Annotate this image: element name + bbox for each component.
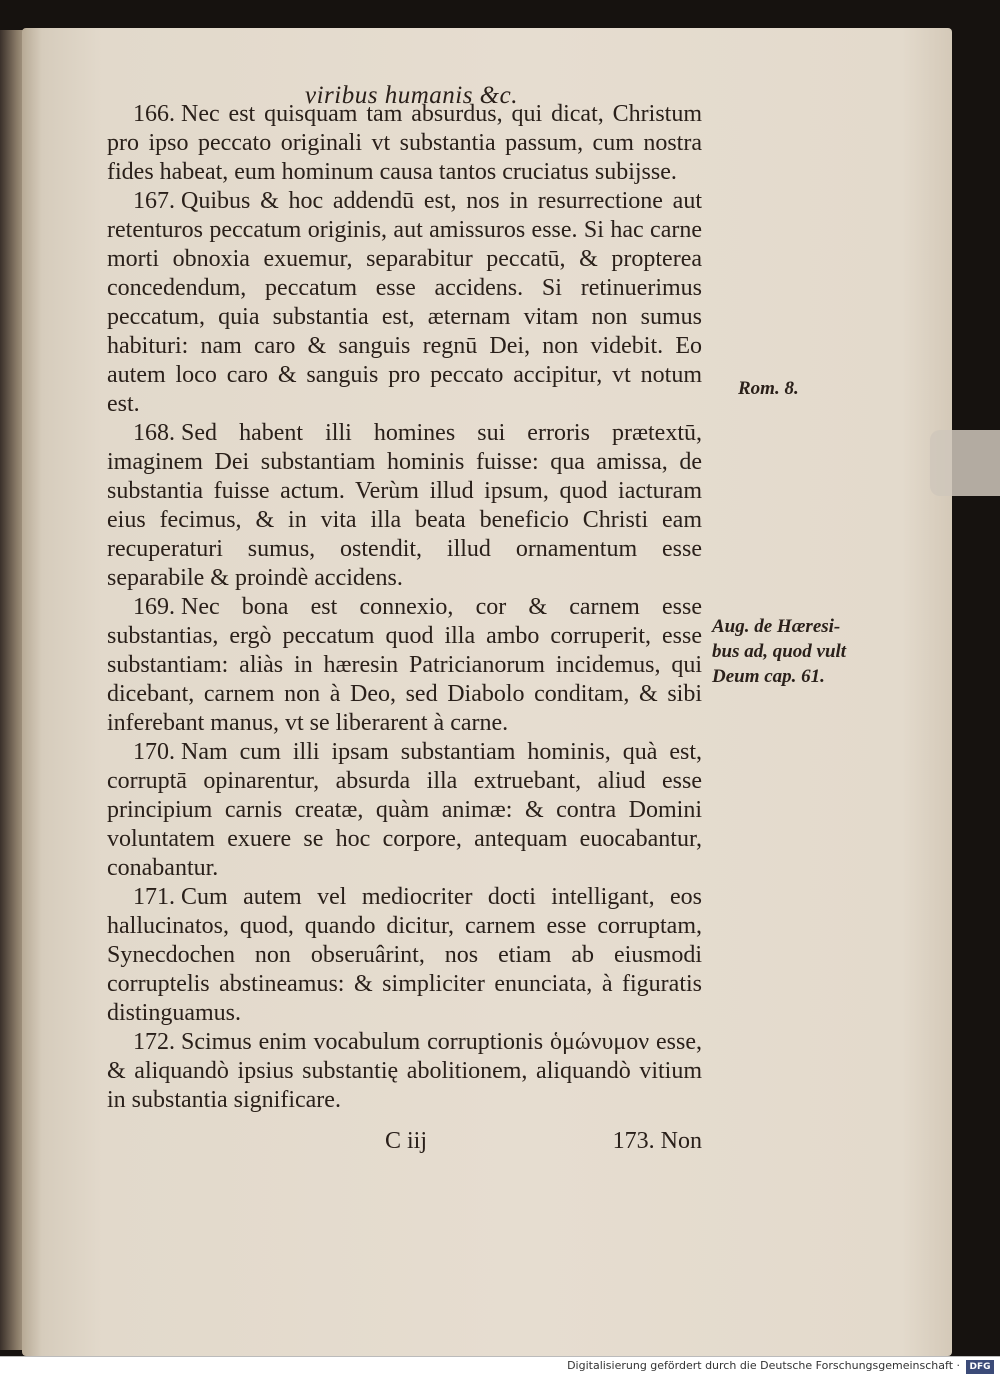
catchword: 173. Non bbox=[612, 1128, 702, 1154]
paragraph-number: 172. bbox=[133, 1029, 175, 1055]
footer-credit: Digitalisierung gefördert durch die Deutsche Forschungsgemeinschaft · bbox=[567, 1359, 960, 1372]
paragraph-169 bbox=[107, 593, 702, 738]
paragraph-171 bbox=[107, 883, 702, 1028]
paragraph-168 bbox=[107, 419, 702, 593]
margin-note-aug-line3: Deum cap. 61. bbox=[712, 666, 825, 687]
running-head: viribus humanis &c. bbox=[305, 82, 518, 109]
footer-bar bbox=[0, 1356, 1000, 1377]
paragraph-166 bbox=[107, 100, 702, 187]
paragraph-text: Quibus & hoc addendū est, nos in resurrectione aut retenturos peccatum originis, aut amissuros esse. Si hac carne morti obnoxia exuemur, separabitur peccatū, & propterea concedendum, peccatum esse accidens. Si retinuerimus peccatum, quia substantia est, æternam vitam non sumus habituri: nam caro & sanguis regnū Dei, non videbit. Eo autem loco caro & sanguis pro peccato accipitur, vt notum est. bbox=[107, 188, 702, 417]
dfg-logo-icon: DFG bbox=[966, 1360, 994, 1374]
signature-mark: C iij bbox=[385, 1128, 428, 1154]
page-tab bbox=[930, 430, 1000, 496]
paragraph-number: 169. bbox=[133, 594, 175, 620]
paragraph-text: Cum autem vel mediocriter docti intelligant, eos hallucinatos, quod, quando dicitur, carnem esse corruptam, Synecdochen non obseruârint, nos etiam ab eiusmodi corruptelis abstineamus: & simpliciter enunciata, à figuratis distinguamus. bbox=[107, 884, 702, 1026]
margin-note-aug-line2: bus ad, quod vult bbox=[712, 641, 847, 662]
margin-note-aug-line1: Aug. de Hæresi- bbox=[712, 616, 841, 637]
paragraph-text: Sed habent illi homines sui erroris prætextū, imaginem Dei substantiam hominis fuisse: qua amissa, de substantia fuisse actum. Verùm illud ipsum, quod iacturam eius fecimus, & in vita illa beata beneficio Christi eam recuperaturi sumus, ostendit, illud ornamentum esse separabile & proindè accidens. bbox=[107, 420, 702, 591]
paragraph-text: Nec est quisquam tam absurdus, qui dicat, Christum pro ipso peccato originali vt substantia passum, cum nostra fides habeat, eum hominum causa tantos cruciatus subijsse. bbox=[107, 101, 702, 185]
paragraph-167 bbox=[107, 187, 702, 419]
paragraph-text: Scimus enim vocabulum corruptionis ὁμώνυμον esse, & aliquandò ipsius substantię abolitionem, aliquandò vitium in substantia significare. bbox=[107, 1029, 702, 1113]
paragraph-number: 167. bbox=[133, 188, 175, 214]
paragraph-number: 168. bbox=[133, 420, 175, 446]
paragraph-number: 171. bbox=[133, 884, 175, 910]
paragraph-text: Nec bona est connexio, cor & carnem esse substantias, ergò peccatum quod illa ambo corruperit, esse substantiam: aliàs in hæresin Patricianorum incidemus, qui dicebant, carnem non à Deo, sed Diabolo conditam, & sibi inferebant manus, vt se liberarent à carne. bbox=[107, 594, 702, 736]
main-text bbox=[107, 100, 702, 1115]
paragraph-172 bbox=[107, 1028, 702, 1115]
margin-note-rom: Rom. 8. bbox=[738, 378, 799, 399]
paragraph-number: 166. bbox=[133, 101, 175, 127]
paragraph-text: Nam cum illi ipsam substantiam hominis, quà est, corruptā opinarentur, absurda illa extruebant, aliud esse principium carnis creatæ, quàm animæ: & contra Domini voluntatem exuere se hoc corpore, antequam euocabantur, conabantur. bbox=[107, 739, 702, 881]
paragraph-number: 170. bbox=[133, 739, 175, 765]
page-foot bbox=[107, 1128, 702, 1158]
paragraph-170 bbox=[107, 738, 702, 883]
